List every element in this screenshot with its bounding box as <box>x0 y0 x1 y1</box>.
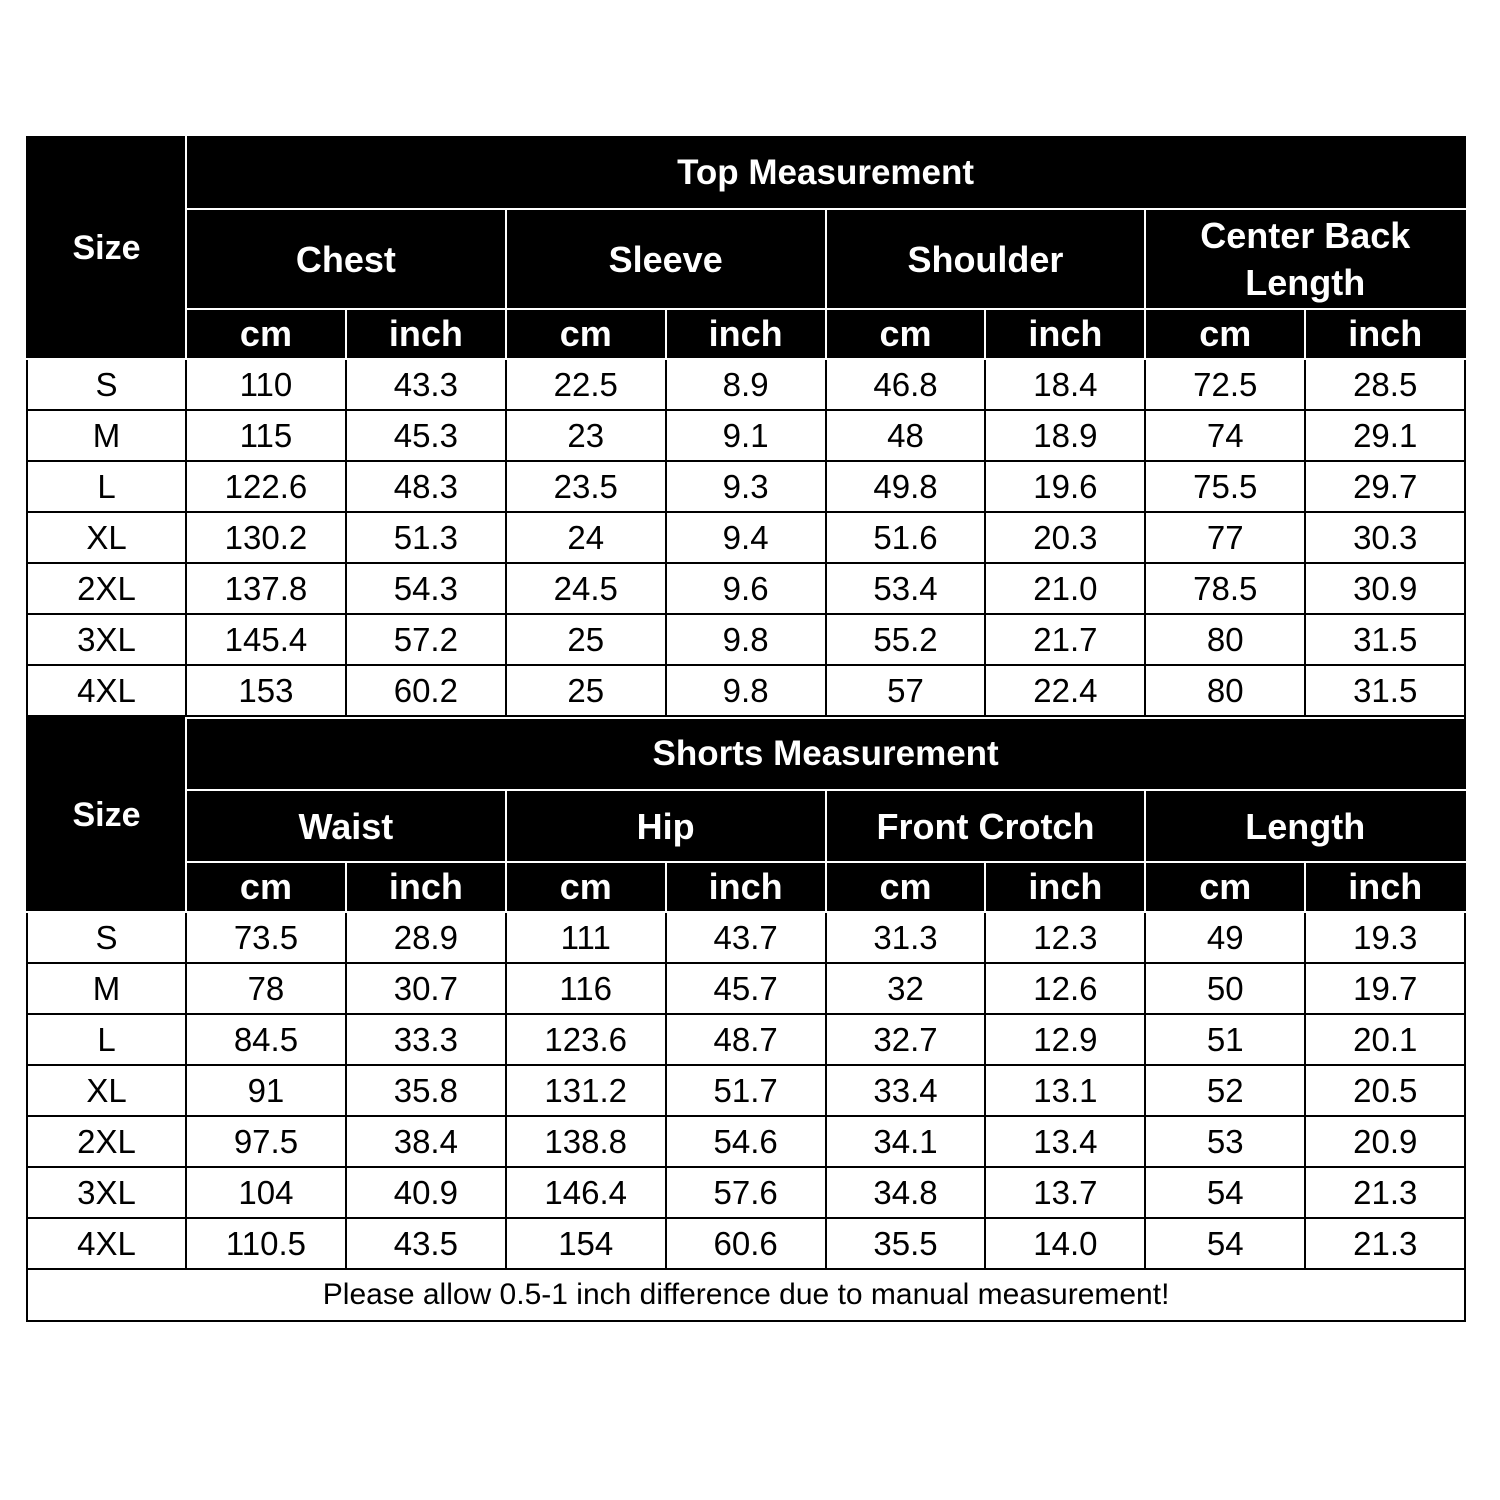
value-cell: 57 <box>826 665 986 716</box>
table-row <box>27 461 1465 512</box>
shorts-measurement-table <box>26 717 1466 1322</box>
value-cell: 25 <box>506 614 666 665</box>
value-cell: 84.5 <box>186 1014 346 1065</box>
measure-header: Hip <box>506 790 826 862</box>
value-cell: 20.5 <box>1305 1065 1465 1116</box>
value-cell: 78 <box>186 963 346 1014</box>
unit-header: inch <box>666 862 826 912</box>
value-cell: 51.6 <box>826 512 986 563</box>
value-cell: 49 <box>1145 912 1305 963</box>
measure-header: Chest <box>186 209 506 309</box>
value-cell: 12.3 <box>985 912 1145 963</box>
value-cell: 28.5 <box>1305 359 1465 410</box>
value-cell: 72.5 <box>1145 359 1305 410</box>
value-cell: 123.6 <box>506 1014 666 1065</box>
value-cell: 14.0 <box>985 1218 1145 1269</box>
size-header: Size <box>27 718 186 912</box>
table-row <box>27 614 1465 665</box>
size-cell: 4XL <box>27 665 186 716</box>
value-cell: 9.3 <box>666 461 826 512</box>
value-cell: 33.3 <box>346 1014 506 1065</box>
table-row <box>27 359 1465 410</box>
unit-header: inch <box>985 862 1145 912</box>
table-row <box>27 563 1465 614</box>
value-cell: 51.3 <box>346 512 506 563</box>
value-cell: 146.4 <box>506 1167 666 1218</box>
value-cell: 91 <box>186 1065 346 1116</box>
value-cell: 55.2 <box>826 614 986 665</box>
value-cell: 20.1 <box>1305 1014 1465 1065</box>
unit-header: inch <box>1305 309 1465 359</box>
unit-header: cm <box>826 309 986 359</box>
value-cell: 32 <box>826 963 986 1014</box>
value-cell: 48 <box>826 410 986 461</box>
value-cell: 48.3 <box>346 461 506 512</box>
measure-header: Front Crotch <box>826 790 1146 862</box>
value-cell: 51 <box>1145 1014 1305 1065</box>
value-cell: 110 <box>186 359 346 410</box>
value-cell: 57.6 <box>666 1167 826 1218</box>
value-cell: 34.8 <box>826 1167 986 1218</box>
size-chart <box>26 136 1464 1322</box>
value-cell: 138.8 <box>506 1116 666 1167</box>
value-cell: 111 <box>506 912 666 963</box>
unit-header: cm <box>1145 309 1305 359</box>
value-cell: 110.5 <box>186 1218 346 1269</box>
value-cell: 20.3 <box>985 512 1145 563</box>
value-cell: 53 <box>1145 1116 1305 1167</box>
value-cell: 29.1 <box>1305 410 1465 461</box>
value-cell: 21.3 <box>1305 1218 1465 1269</box>
table-row <box>27 963 1465 1014</box>
unit-header: cm <box>186 309 346 359</box>
value-cell: 24 <box>506 512 666 563</box>
value-cell: 19.7 <box>1305 963 1465 1014</box>
value-cell: 21.3 <box>1305 1167 1465 1218</box>
value-cell: 104 <box>186 1167 346 1218</box>
value-cell: 32.7 <box>826 1014 986 1065</box>
unit-header: inch <box>346 862 506 912</box>
value-cell: 73.5 <box>186 912 346 963</box>
measure-header: Center Back Length <box>1145 209 1465 309</box>
size-cell: 4XL <box>27 1218 186 1269</box>
value-cell: 31.5 <box>1305 614 1465 665</box>
value-cell: 153 <box>186 665 346 716</box>
table-row <box>27 1116 1465 1167</box>
value-cell: 21.0 <box>985 563 1145 614</box>
value-cell: 24.5 <box>506 563 666 614</box>
value-cell: 48.7 <box>666 1014 826 1065</box>
value-cell: 30.7 <box>346 963 506 1014</box>
unit-header: cm <box>1145 862 1305 912</box>
table-row <box>27 1065 1465 1116</box>
value-cell: 23 <box>506 410 666 461</box>
value-cell: 116 <box>506 963 666 1014</box>
value-cell: 80 <box>1145 665 1305 716</box>
size-cell: XL <box>27 1065 186 1116</box>
value-cell: 12.9 <box>985 1014 1145 1065</box>
measure-header: Length <box>1145 790 1465 862</box>
measure-header: Sleeve <box>506 209 826 309</box>
size-cell: M <box>27 410 186 461</box>
value-cell: 52 <box>1145 1065 1305 1116</box>
value-cell: 19.6 <box>985 461 1145 512</box>
value-cell: 8.9 <box>666 359 826 410</box>
size-cell: S <box>27 359 186 410</box>
value-cell: 130.2 <box>186 512 346 563</box>
size-cell: M <box>27 963 186 1014</box>
table-row <box>27 1014 1465 1065</box>
value-cell: 122.6 <box>186 461 346 512</box>
value-cell: 22.5 <box>506 359 666 410</box>
unit-header: cm <box>826 862 986 912</box>
value-cell: 22.4 <box>985 665 1145 716</box>
value-cell: 60.2 <box>346 665 506 716</box>
size-cell: 2XL <box>27 563 186 614</box>
value-cell: 45.7 <box>666 963 826 1014</box>
value-cell: 9.1 <box>666 410 826 461</box>
value-cell: 20.9 <box>1305 1116 1465 1167</box>
measure-header: Shoulder <box>826 209 1146 309</box>
value-cell: 35.8 <box>346 1065 506 1116</box>
value-cell: 19.3 <box>1305 912 1465 963</box>
size-cell: 3XL <box>27 614 186 665</box>
value-cell: 50 <box>1145 963 1305 1014</box>
section-title: Top Measurement <box>186 137 1465 209</box>
value-cell: 25 <box>506 665 666 716</box>
unit-header: inch <box>666 309 826 359</box>
unit-header: cm <box>186 862 346 912</box>
size-cell: L <box>27 1014 186 1065</box>
value-cell: 38.4 <box>346 1116 506 1167</box>
table-row <box>27 512 1465 563</box>
measurement-note: Please allow 0.5-1 inch difference due to manual measurement! <box>27 1269 1465 1321</box>
value-cell: 43.7 <box>666 912 826 963</box>
value-cell: 131.2 <box>506 1065 666 1116</box>
value-cell: 9.6 <box>666 563 826 614</box>
measure-header: Waist <box>186 790 506 862</box>
size-header: Size <box>27 137 186 359</box>
value-cell: 137.8 <box>186 563 346 614</box>
value-cell: 60.6 <box>666 1218 826 1269</box>
value-cell: 13.4 <box>985 1116 1145 1167</box>
value-cell: 43.3 <box>346 359 506 410</box>
value-cell: 30.3 <box>1305 512 1465 563</box>
value-cell: 23.5 <box>506 461 666 512</box>
value-cell: 78.5 <box>1145 563 1305 614</box>
table-row <box>27 665 1465 716</box>
value-cell: 9.4 <box>666 512 826 563</box>
value-cell: 33.4 <box>826 1065 986 1116</box>
value-cell: 54.6 <box>666 1116 826 1167</box>
value-cell: 54 <box>1145 1218 1305 1269</box>
value-cell: 49.8 <box>826 461 986 512</box>
table-row <box>27 1218 1465 1269</box>
value-cell: 40.9 <box>346 1167 506 1218</box>
size-cell: L <box>27 461 186 512</box>
value-cell: 45.3 <box>346 410 506 461</box>
table-row <box>27 1167 1465 1218</box>
top-measurement-table <box>26 136 1466 717</box>
value-cell: 30.9 <box>1305 563 1465 614</box>
unit-header: inch <box>346 309 506 359</box>
size-cell: 3XL <box>27 1167 186 1218</box>
value-cell: 145.4 <box>186 614 346 665</box>
value-cell: 21.7 <box>985 614 1145 665</box>
value-cell: 97.5 <box>186 1116 346 1167</box>
unit-header: inch <box>985 309 1145 359</box>
value-cell: 77 <box>1145 512 1305 563</box>
value-cell: 12.6 <box>985 963 1145 1014</box>
value-cell: 51.7 <box>666 1065 826 1116</box>
value-cell: 74 <box>1145 410 1305 461</box>
value-cell: 43.5 <box>346 1218 506 1269</box>
value-cell: 53.4 <box>826 563 986 614</box>
value-cell: 18.9 <box>985 410 1145 461</box>
size-cell: S <box>27 912 186 963</box>
value-cell: 57.2 <box>346 614 506 665</box>
value-cell: 54.3 <box>346 563 506 614</box>
value-cell: 31.5 <box>1305 665 1465 716</box>
unit-header: cm <box>506 862 666 912</box>
table-row <box>27 912 1465 963</box>
value-cell: 28.9 <box>346 912 506 963</box>
value-cell: 46.8 <box>826 359 986 410</box>
value-cell: 80 <box>1145 614 1305 665</box>
value-cell: 54 <box>1145 1167 1305 1218</box>
size-cell: XL <box>27 512 186 563</box>
value-cell: 35.5 <box>826 1218 986 1269</box>
section-title: Shorts Measurement <box>186 718 1465 790</box>
size-cell: 2XL <box>27 1116 186 1167</box>
value-cell: 18.4 <box>985 359 1145 410</box>
value-cell: 31.3 <box>826 912 986 963</box>
unit-header: cm <box>506 309 666 359</box>
value-cell: 115 <box>186 410 346 461</box>
value-cell: 154 <box>506 1218 666 1269</box>
value-cell: 29.7 <box>1305 461 1465 512</box>
value-cell: 34.1 <box>826 1116 986 1167</box>
value-cell: 9.8 <box>666 665 826 716</box>
value-cell: 13.7 <box>985 1167 1145 1218</box>
value-cell: 75.5 <box>1145 461 1305 512</box>
table-row <box>27 410 1465 461</box>
value-cell: 13.1 <box>985 1065 1145 1116</box>
unit-header: inch <box>1305 862 1465 912</box>
value-cell: 9.8 <box>666 614 826 665</box>
